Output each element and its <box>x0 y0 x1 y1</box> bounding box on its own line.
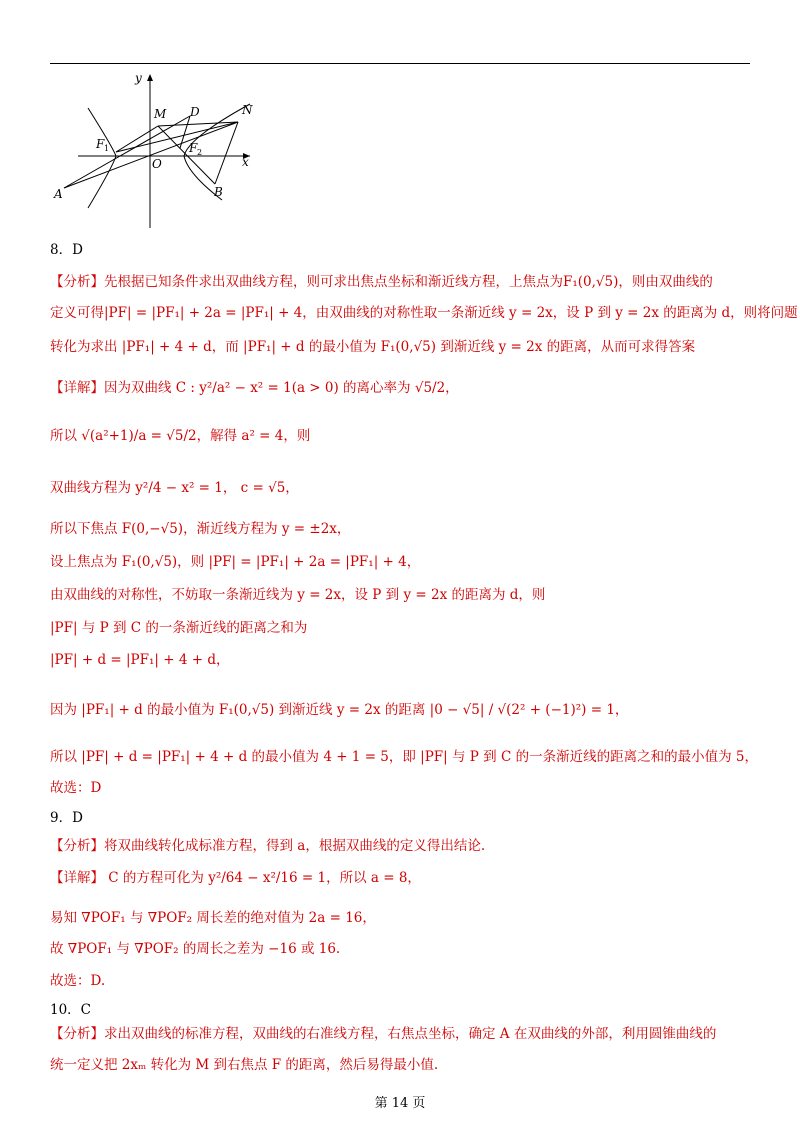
header-rule <box>50 63 750 64</box>
text-line: 统一定义把 2xₘ 转化为 M 到右焦点 F 的距离，然后易得最小值. <box>50 1057 439 1073</box>
label-x: x <box>242 155 249 169</box>
text-line: 双曲线方程为 y²/4 − x² = 1， c = √5， <box>50 480 299 496</box>
text-line: 【分析】将双曲线转化成标准方程，得到 a，根据双曲线的定义得出结论. <box>50 838 486 854</box>
label-o: O <box>152 157 162 171</box>
text-line: 9．D <box>50 810 83 826</box>
label-y: y <box>135 71 142 85</box>
text-line: 8．D <box>50 242 83 258</box>
text-line: 定义可得|PF| = |PF₁| + 2a = |PF₁| + 4，由双曲线的对称性取一条渐近线 y = 2x，设 P 到 y = 2x 的距离为 d，则将问题 <box>50 305 798 321</box>
page-footer: 第 14 页 <box>374 1096 426 1111</box>
text-line: 由双曲线的对称性，不妨取一条渐近线为 y = 2x，设 P 到 y = 2x 的距离为 d，则 <box>50 587 546 603</box>
label-f2-sub: 2 <box>197 148 203 157</box>
text-line: 易知 ∇POF₁ 与 ∇POF₂ 周长差的绝对值为 2a = 16， <box>50 910 376 926</box>
text-line: 所以下焦点 F(0,−√5)，渐近线方程为 y = ±2x， <box>50 521 351 537</box>
text-line: 设上焦点为 F₁(0,√5)，则 |PF| = |PF₁| + 2a = |PF₁| + 4， <box>50 554 421 570</box>
text-line: 转化为求出 |PF₁| + 4 + d，而 |PF₁| + d 的最小值为 F₁(0,√5) 到渐近线 y = 2x 的距离，从而可求得答案 <box>50 339 696 355</box>
text-line: 所以 |PF| + d = |PF₁| + 4 + d 的最小值为 4 + 1 = 5，即 |PF| 与 P 到 C 的一条渐近线的距离之和的最小值为 5， <box>50 749 758 765</box>
label-b: B <box>214 185 223 199</box>
hyperbola-figure <box>50 68 270 236</box>
text-line: 所以 √(a²+1)/a = √5/2，解得 a² = 4，则 <box>50 428 311 444</box>
label-n: N <box>242 103 253 117</box>
text-line: 【分析】求出双曲线的标准方程，双曲线的右准线方程，右焦点坐标，确定 A 在双曲线的外部，利用圆锥曲线的 <box>50 1026 717 1042</box>
text-line: 10．C <box>50 1002 92 1018</box>
text-line: 【详解】因为双曲线 C : y²/a² − x² = 1(a > 0) 的离心率为 √5/2， <box>50 380 459 396</box>
label-m: M <box>154 107 167 121</box>
text-line: 因为 |PF₁| + d 的最小值为 F₁(0,√5) 到渐近线 y = 2x 的距离 |0 − √5| / √(2² + (−1)²) = 1， <box>50 702 629 718</box>
label-f2: F <box>189 141 198 155</box>
label-a: A <box>54 187 63 201</box>
label-f1: F <box>96 137 105 151</box>
text-line: 故选：D <box>50 780 102 796</box>
text-line: 故选：D. <box>50 973 106 989</box>
text-line: |PF| + d = |PF₁| + 4 + d， <box>50 652 230 668</box>
text-line: 【分析】先根据已知条件求出双曲线方程，则可求出焦点坐标和渐近线方程，上焦点为F₁(0,√5)，则由双曲线的 <box>50 274 713 290</box>
label-f1-sub: 1 <box>104 144 110 153</box>
text-line: 故 ∇POF₁ 与 ∇POF₂ 的周长之差为 −16 或 16. <box>50 941 341 957</box>
text-line: |PF| 与 P 到 C 的一条渐近线的距离之和为 <box>50 620 308 636</box>
label-d: D <box>190 105 200 119</box>
text-line: 【详解】 C 的方程可化为 y²/64 − x²/16 = 1，所以 a = 8， <box>50 870 421 886</box>
